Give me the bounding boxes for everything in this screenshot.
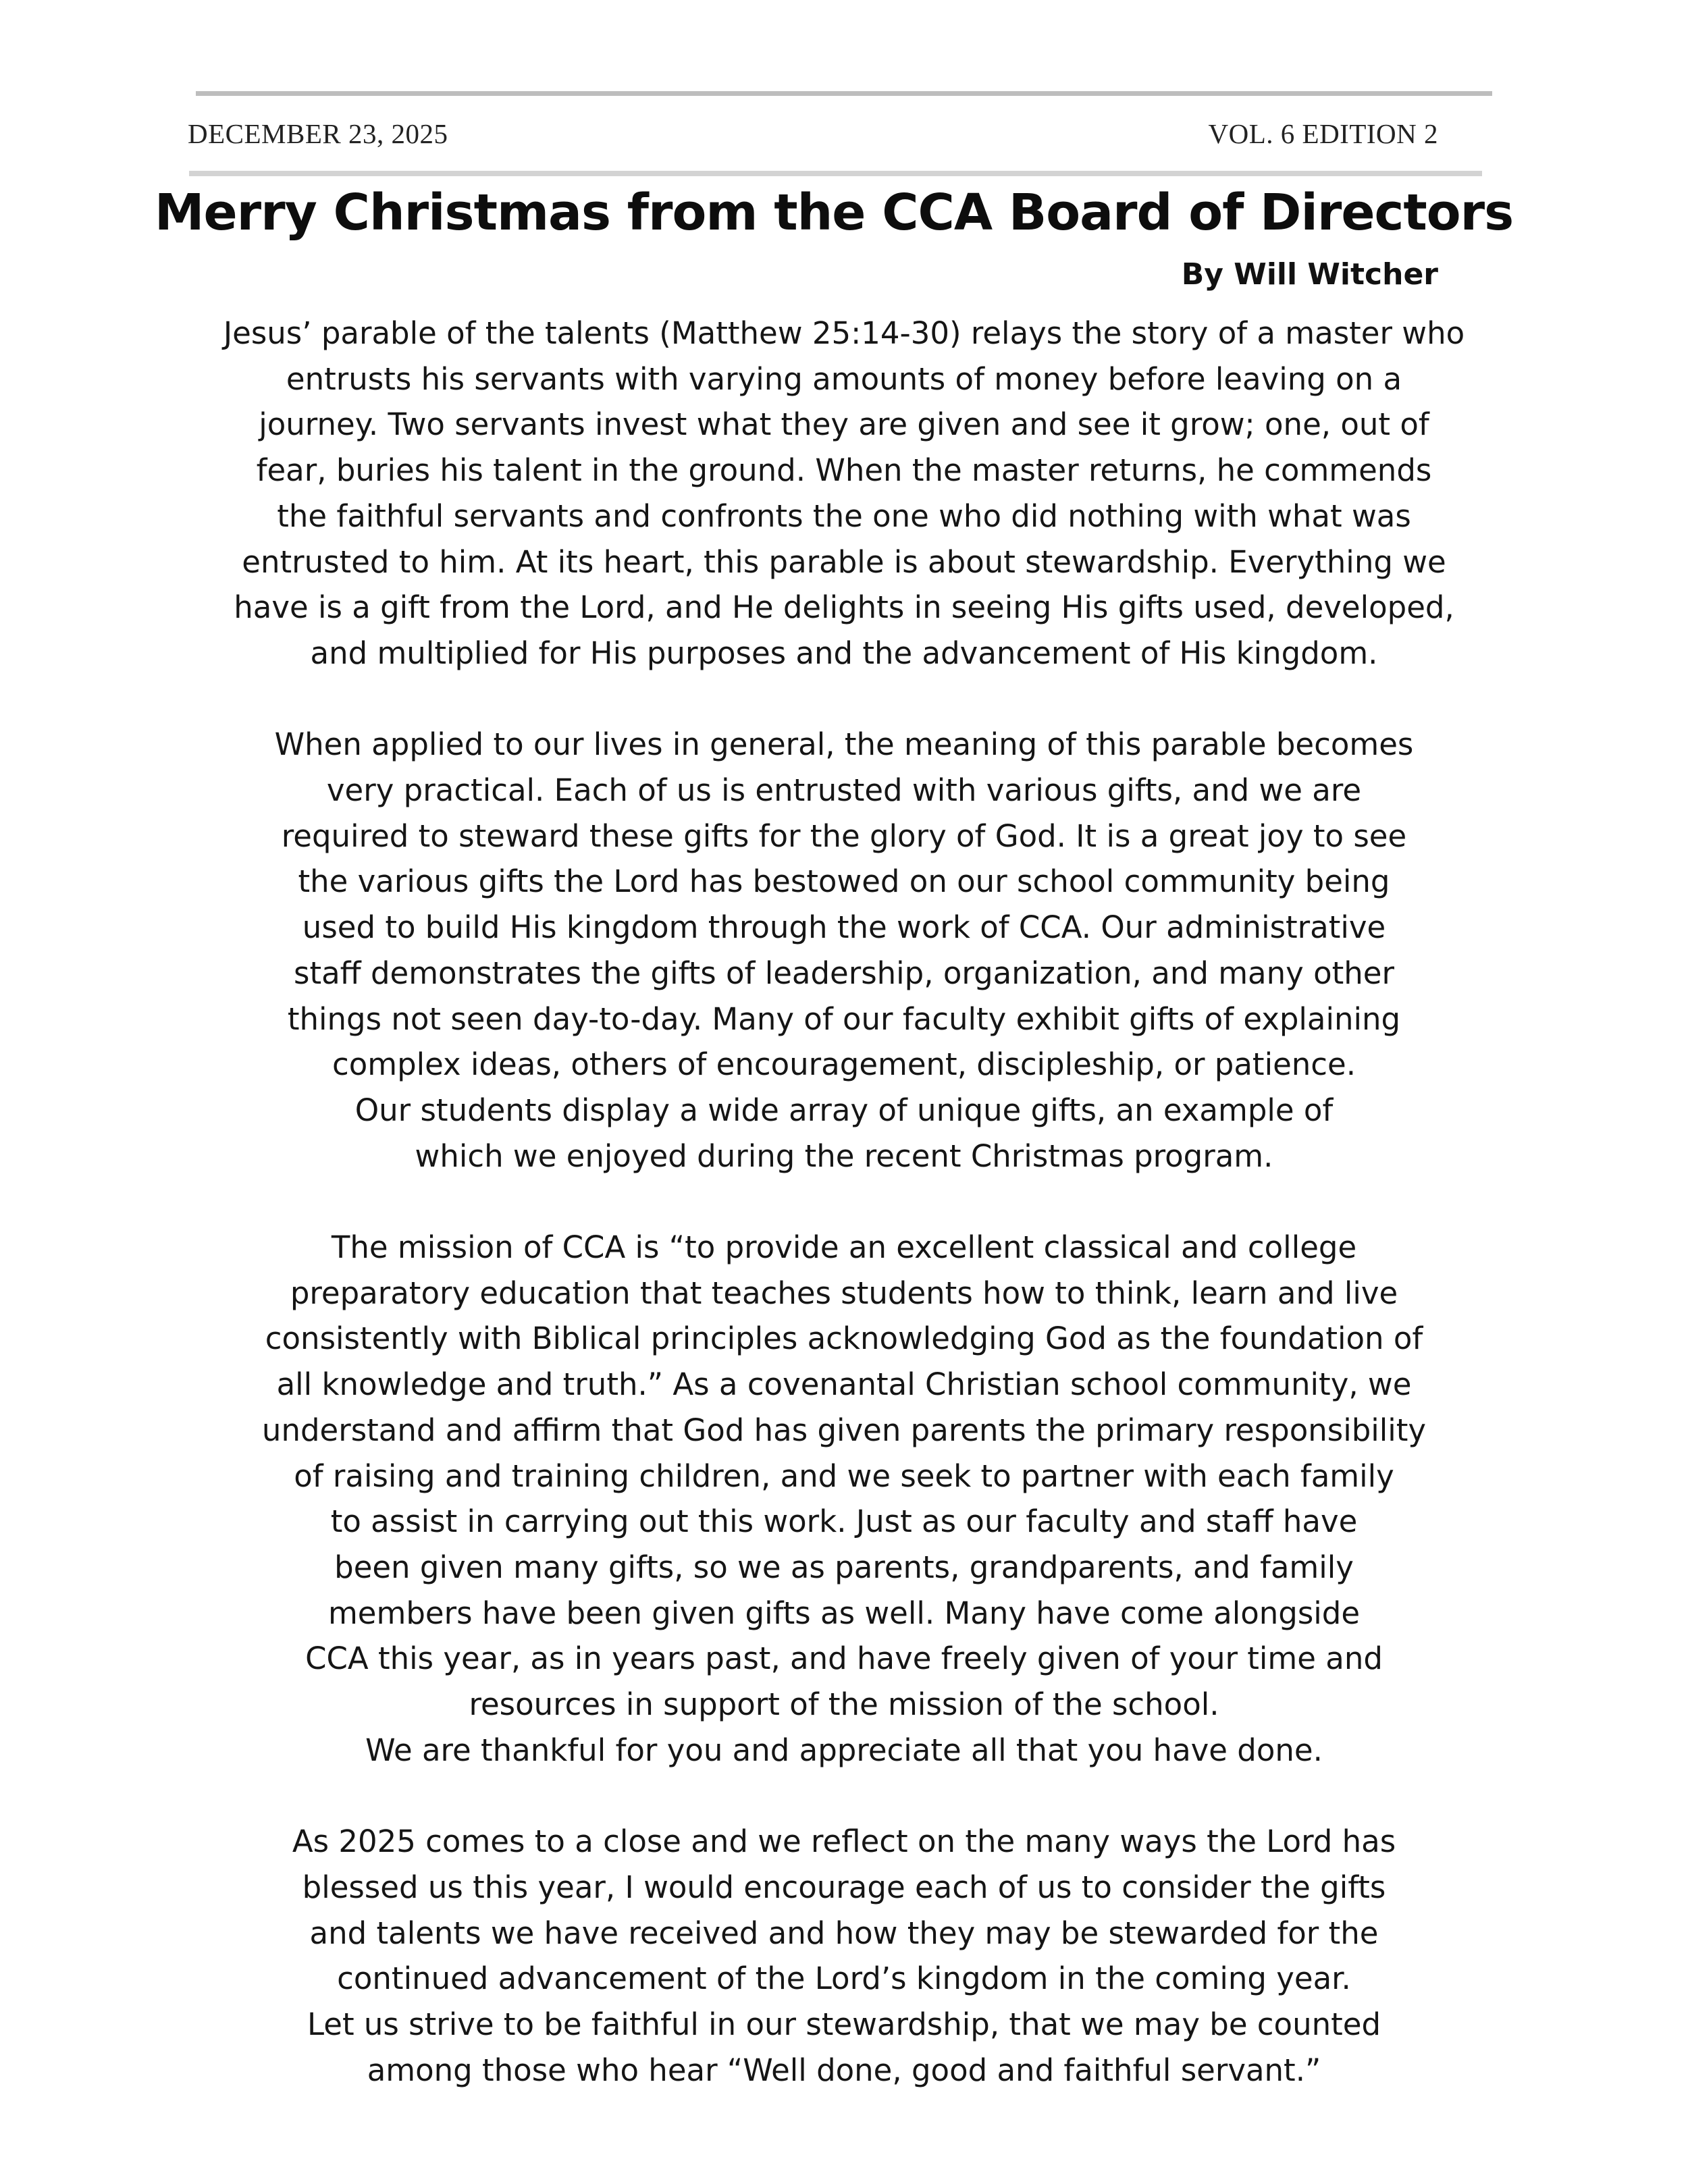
paragraph-line: blessed us this year, I would encourage each of us to consider the gifts	[302, 1869, 1386, 1905]
paragraph-line: fear, buries his talent in the ground. When the master returns, he commends	[256, 452, 1432, 489]
paragraph-line: continued advancement of the Lord’s kingdom in the coming year.	[337, 1961, 1351, 1997]
paragraph-line: and talents we have received and how they may be stewarded for the	[309, 1915, 1379, 1951]
paragraph-line: the faithful servants and confronts the one who did nothing with what was	[277, 498, 1411, 534]
paragraph-line: understand and affirm that God has given parents the primary responsibility	[261, 1412, 1427, 1448]
paragraph-line: We are thankful for you and appreciate all that you have done.	[365, 1732, 1323, 1768]
paragraph-line: entrusted to him. At its heart, this parable is about stewardship. Everything we	[242, 543, 1446, 580]
paragraph-line: all knowledge and truth.” As a covenantal Christian school community, we	[276, 1366, 1412, 1403]
paragraph-line: resources in support of the mission of the school.	[469, 1686, 1219, 1723]
article-title: Merry Christmas from the CCA Board of Directors	[154, 184, 1514, 242]
paragraph-line: consistently with Biblical principles acknowledging God as the foundation of	[265, 1321, 1423, 1357]
paragraph-line: and multiplied for His purposes and the advancement of His kingdom.	[310, 635, 1378, 671]
article-paragraph	[176, 1225, 1512, 1773]
paragraph-line: have is a gift from the Lord, and He delights in seeing His gifts used, developed,	[234, 589, 1454, 626]
paragraph-line: Our students display a wide array of unique gifts, an example of	[354, 1092, 1334, 1128]
paragraph-line: very practical. Each of us is entrusted with various gifts, and we are	[326, 772, 1362, 809]
paragraph-line: which we enjoyed during the recent Christmas program.	[415, 1138, 1273, 1174]
issue-date: DECEMBER 23, 2025	[188, 118, 448, 149]
paragraph-line: used to build His kingdom through the work of CCA. Our administrative	[302, 909, 1386, 946]
paragraph-line: among those who hear “Well done, good and faithful servant.”	[367, 2052, 1321, 2088]
paragraph-line: things not seen day-to-day. Many of our faculty exhibit gifts of explaining	[287, 1001, 1401, 1037]
masthead	[188, 115, 1438, 155]
paragraph-line: The mission of CCA is “to provide an excellent classical and college	[331, 1229, 1357, 1266]
paragraph-line: When applied to our lives in general, the meaning of this parable becomes	[274, 726, 1414, 763]
paragraph-line: staff demonstrates the gifts of leadership, organization, and many other	[294, 955, 1394, 991]
article-paragraph	[176, 722, 1512, 1179]
paragraph-line: journey. Two servants invest what they are given and see it grow; one, out of	[259, 406, 1429, 443]
article-paragraph	[176, 311, 1512, 676]
article-byline: By Will Witcher	[1181, 257, 1438, 292]
paragraph-line: the various gifts the Lord has bestowed on our school community being	[298, 863, 1390, 900]
paragraph-line: members have been given gifts as well. Many have come alongside	[327, 1595, 1361, 1631]
paragraph-line: required to steward these gifts for the glory of God. It is a great joy to see	[281, 818, 1407, 854]
paragraph-line: CCA this year, as in years past, and have freely given of your time and	[305, 1641, 1383, 1677]
paragraph-line: complex ideas, others of encouragement, discipleship, or patience.	[332, 1046, 1356, 1083]
paragraph-line: to assist in carrying out this work. Just as our faculty and staff have	[330, 1503, 1358, 1540]
paragraph-line: of raising and training children, and we seek to partner with each family	[294, 1458, 1394, 1494]
paragraph-line: Jesus’ parable of the talents (Matthew 25:14-30) relays the story of a master who	[223, 315, 1465, 351]
paragraph-line: preparatory education that teaches students how to think, learn and live	[290, 1275, 1398, 1311]
paragraph-line: entrusts his servants with varying amounts of money before leaving on a	[286, 361, 1402, 397]
paragraph-line: been given many gifts, so we as parents, grandparents, and family	[334, 1549, 1354, 1585]
paragraph-line: As 2025 comes to a close and we reflect on the many ways the Lord has	[292, 1823, 1396, 1860]
article-paragraph	[176, 1819, 1512, 2093]
issue-volume: VOL. 6 EDITION 2	[1208, 118, 1438, 149]
paragraph-line: Let us strive to be faithful in our stewardship, that we may be counted	[307, 2006, 1381, 2042]
article-body	[176, 311, 1512, 2139]
top-rule	[196, 91, 1492, 96]
masthead-rule	[189, 171, 1482, 176]
